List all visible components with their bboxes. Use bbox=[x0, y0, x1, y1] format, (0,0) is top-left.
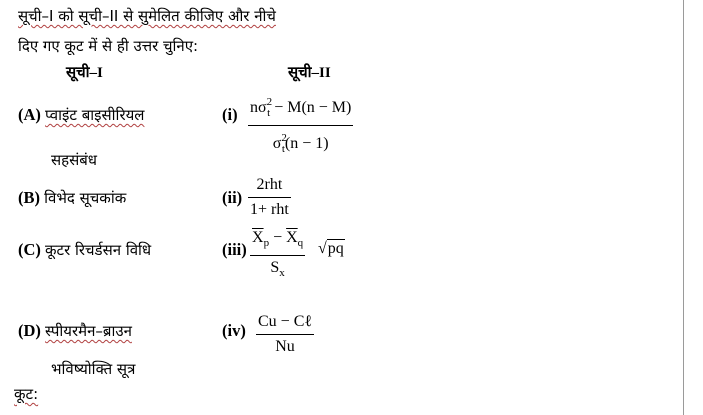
sqrt-sign-icon: √ bbox=[318, 240, 327, 257]
list1-item-c: (C) कूटर रिचर्डसन विधि bbox=[18, 240, 152, 259]
list1-item-d-line2: भविष्योक्ति सूत्र bbox=[51, 360, 136, 378]
formula-ii-bar bbox=[248, 197, 291, 198]
question-line-2: दिए गए कूट में से ही उत्तर चुनिए: bbox=[18, 37, 199, 55]
list2-label-i: (i) bbox=[222, 105, 238, 124]
list1-item-b: (B) विभेद सूचकांक bbox=[18, 188, 127, 207]
formula-iv-bar bbox=[256, 334, 314, 335]
formula-iv-denominator: Nu bbox=[275, 338, 295, 355]
list2-label-iv: (iv) bbox=[222, 321, 246, 340]
formula-iii-sqrt: √pq bbox=[318, 240, 344, 257]
formula-iii-numerator: $\overline{X}_p - \overline{X}_q$ bbox=[252, 229, 304, 249]
formula-ii-denominator: 1+ rht bbox=[250, 201, 289, 218]
list2-header: सूची–II bbox=[288, 65, 331, 81]
formula-iii-denominator: $S_x$ bbox=[270, 259, 285, 279]
list1-item-a-line2: सहसंबंध bbox=[51, 151, 98, 169]
formula-i-numerator: $n\sigma^2_t - M(n - M)$ bbox=[250, 96, 352, 119]
formula-iii bbox=[250, 228, 305, 283]
list2-label-iii: (iii) bbox=[222, 240, 247, 259]
page-margin-line bbox=[683, 0, 684, 415]
formula-iii-bar bbox=[250, 255, 305, 256]
list1-item-d: (D) स्पीयरमैन–ब्राउन bbox=[18, 321, 132, 340]
formula-iv-numerator: Cu − Cℓ bbox=[258, 313, 313, 330]
footer-code-label: कूट: bbox=[14, 385, 39, 403]
formula-i bbox=[248, 92, 353, 159]
formula-ii-numerator: 2rht bbox=[256, 176, 283, 193]
formula-i-bar bbox=[248, 125, 353, 126]
formula-ii bbox=[248, 175, 291, 220]
list2-label-ii: (ii) bbox=[222, 188, 243, 207]
question-line-1: सूची–I को सूची–II से सुमेलित कीजिए और नीचे bbox=[18, 7, 276, 25]
formula-iv bbox=[256, 312, 314, 357]
list1-item-a: (A) प्वाइंट बाइसीरियल bbox=[18, 105, 145, 124]
formula-i-denominator: $\sigma^2_t(n - 1)$ bbox=[272, 132, 329, 155]
list1-header: सूची–I bbox=[66, 65, 103, 81]
